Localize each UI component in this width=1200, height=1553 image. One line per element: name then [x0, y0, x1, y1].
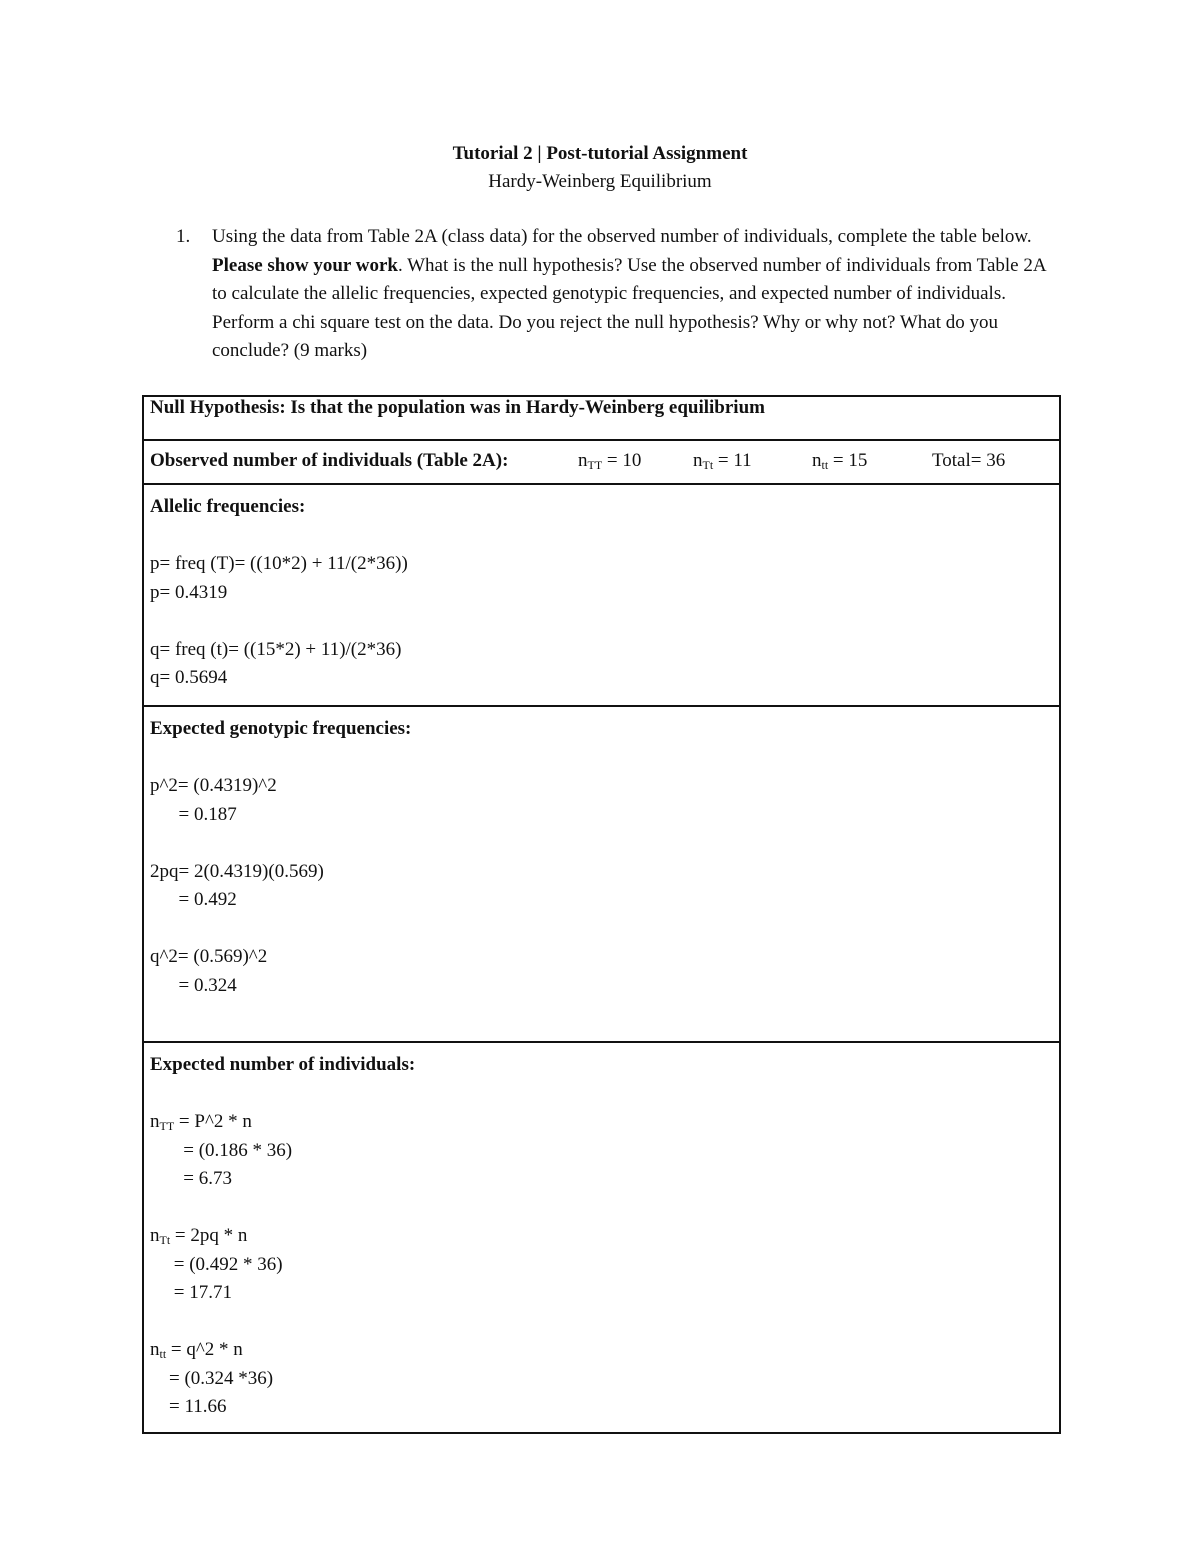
null-hypothesis-cell: Null Hypothesis: Is that the population was in Hardy-Weinberg equilibrium — [143, 396, 1060, 440]
2pq-formula: 2pq= 2(0.4319)(0.569) — [150, 860, 324, 882]
observed-cell — [143, 440, 1060, 484]
n-symbol: n — [150, 1339, 160, 1360]
formula-text: = 2pq * n — [174, 1225, 248, 1246]
observed-n-TT — [578, 441, 641, 485]
question-text — [212, 223, 1056, 366]
observed-n-tt — [812, 441, 867, 485]
expected-TT-result: = 6.73 — [150, 1168, 232, 1189]
expected-TT-formula — [150, 1108, 1053, 1137]
expected-Tt-result: = 17.71 — [150, 1282, 232, 1303]
expected-Tt-step: = (0.492 * 36) — [150, 1253, 283, 1275]
observed-value: = 10 — [606, 450, 642, 471]
allelic-row — [143, 484, 1060, 706]
q2-formula: q^2= (0.569)^2 — [150, 946, 268, 967]
expected-TT-step: = (0.186 * 36) — [150, 1139, 293, 1161]
expected-tt-step: = (0.324 *36) — [150, 1367, 274, 1389]
p-value: p= 0.4319 — [150, 581, 228, 603]
observed-label: Observed number of individuals (Table 2A): — [150, 450, 509, 471]
genotypic-cell — [143, 706, 1060, 1042]
observed-value: = 15 — [832, 450, 868, 471]
expected-tt-result: = 11.66 — [150, 1396, 227, 1417]
n-symbol: n — [150, 1111, 160, 1132]
n-symbol: n — [812, 450, 822, 471]
genotypic-row — [143, 706, 1060, 1042]
q-value: q= 0.5694 — [150, 667, 228, 688]
question-text-bold: Please show your work — [212, 254, 398, 276]
formula-text: = q^2 * n — [170, 1339, 243, 1360]
allelic-heading: Allelic frequencies: — [150, 496, 306, 517]
n-symbol: n — [578, 450, 588, 471]
question-number: 1. — [176, 226, 191, 247]
p-formula: p= freq (T)= ((10*2) + 11/(2*36)) — [150, 553, 408, 574]
p2-formula: p^2= (0.4319)^2 — [150, 775, 277, 796]
formula-text: = P^2 * n — [178, 1111, 252, 1132]
genotype-subscript: TT — [587, 458, 603, 472]
2pq-value: = 0.492 — [150, 889, 237, 910]
genotype-subscript: Tt — [159, 1233, 171, 1247]
p2-value: = 0.187 — [150, 803, 237, 825]
expected-heading: Expected number of individuals: — [150, 1054, 416, 1075]
q-formula: q= freq (t)= ((15*2) + 11)/(2*36) — [150, 638, 402, 660]
expected-tt-formula — [150, 1336, 1053, 1365]
expected-row — [143, 1042, 1060, 1433]
expected-cell — [143, 1042, 1060, 1433]
question-1 — [176, 223, 1056, 366]
n-symbol: n — [150, 1225, 160, 1246]
null-hypothesis-row — [143, 396, 1060, 440]
page-title: Tutorial 2 | Post-tutorial Assignment — [452, 143, 748, 164]
question-text-end: . What is the null hypothesis? Use the observed number of individuals from Table 2A to calculate the allelic frequencies, expected genotypic frequencies, and expected number of individuals. Perform a chi square test on the data. Do you reject the null hypothesis? Why or why not? What do you conclude? (9 marks) — [212, 254, 1046, 362]
observed-n-Tt — [693, 441, 752, 485]
q2-value: = 0.324 — [150, 974, 237, 996]
genotype-subscript: tt — [821, 458, 829, 472]
genotypic-heading: Expected genotypic frequencies: — [150, 718, 412, 739]
page-subtitle: Hardy-Weinberg Equilibrium — [488, 171, 712, 192]
n-symbol: n — [693, 450, 703, 471]
observed-total: Total= 36 — [932, 450, 1006, 471]
observed-value: = 11 — [717, 450, 752, 471]
question-text-start: Using the data from Table 2A (class data) for the observed number of individuals, complete the table below. — [212, 226, 1032, 247]
observed-row — [143, 440, 1060, 484]
genotype-subscript: TT — [159, 1119, 175, 1133]
genotype-subscript: Tt — [702, 458, 714, 472]
genotype-subscript: tt — [159, 1347, 167, 1361]
allelic-cell — [143, 484, 1060, 706]
answer-table — [142, 395, 1061, 1434]
expected-Tt-formula — [150, 1222, 1053, 1251]
